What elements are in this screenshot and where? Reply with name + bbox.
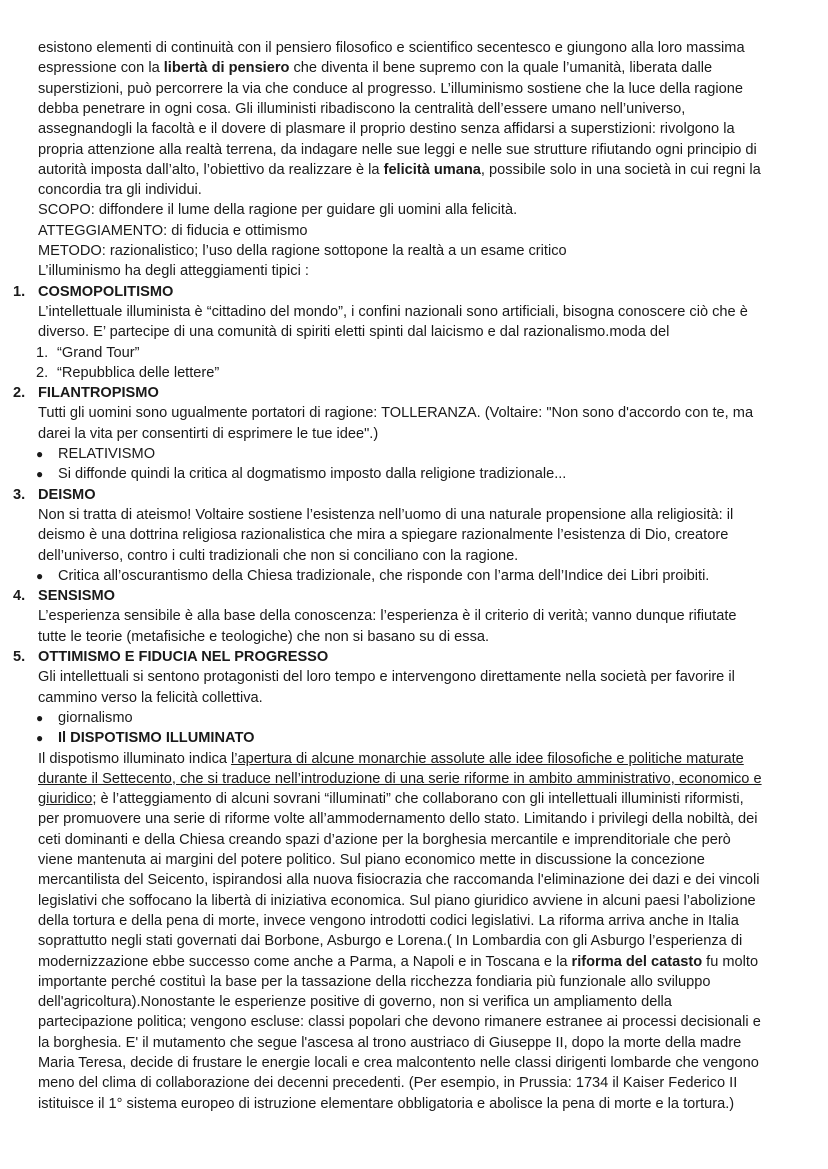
section-number: 5.: [13, 649, 26, 665]
text-run: ceti dominanti e della Chiesa creando spazi d’azione per la borghesia mercantile e imprenditoriale che però: [38, 831, 731, 848]
section-body-line: L’esperienza sensibile è alla base della conoscenza: l’esperienza è il criterio di verità; vanno dunque rifiutate: [38, 608, 737, 625]
text-line: [38, 911, 739, 931]
section-body-line: L’intellettuale illuminista è “cittadino del mondo”, i confini nazionali sono artificiali, bisogna conoscere ciò che è: [38, 303, 748, 320]
text-run: Maria Teresa, decide di frustare le energie locali e crea malcontento nelle classi dirigenti lombarde che vengono: [38, 1055, 759, 1071]
text-run: legislativi che soffocano la libertà di iniziativa economica. Sul piano giuridico avviene in alcuni paesi l’abolizione: [38, 892, 756, 909]
section-body-line: diverso. E’ partecipe di una comunità di spiriti eletti spinti dal laicismo e dal razionalismo.moda del: [38, 324, 670, 341]
bullet-text: RELATIVISMO: [58, 446, 156, 462]
section-number: 1.: [13, 283, 26, 300]
text-line: [38, 870, 760, 890]
text-line: [38, 891, 756, 911]
sub-item-text: “Grand Tour”: [57, 344, 140, 361]
text-run: superstizioni, può percorrere la via che conduce al progresso. L’illuminismo sostiene che la luce della ragione: [38, 80, 743, 97]
subsection-title: Il DISPOTISMO ILLUMINATO: [58, 730, 255, 747]
text-line: [38, 931, 742, 951]
text-run: della tortura e della pena di morte, invece vengono introdotti codici legislativi. La riforma arriva anche in Italia: [38, 912, 739, 929]
bold-emphasis: libertà di pensiero: [163, 60, 290, 77]
underlined-text: giuridico: [38, 791, 93, 808]
text-line: [38, 79, 743, 99]
bullet-icon: ●: [36, 467, 44, 482]
text-line: [38, 850, 705, 870]
section-title: OTTIMISMO E FIDUCIA NEL PROGRESSO: [38, 649, 329, 665]
section-body-line: cammino verso la felicità collettiva.: [38, 689, 263, 706]
text-run: dell'agricoltura).Nonostante le esperienze positive di governo, non si verifica un ampliamento della: [38, 994, 672, 1011]
text-line: [38, 1094, 734, 1114]
text-run: la borghesia. E' il mutamento che segue l'ascesa al trono austriaco di Giuseppe II, dopo la morte della madre: [38, 1034, 742, 1051]
text-line: [38, 789, 744, 809]
section-number: 3.: [13, 486, 26, 503]
bullet-icon: ●: [36, 710, 44, 725]
underlined-text: durante il Settecento, che si traduce nell’introduzione di una serie riforme in ambito amministrativo, economico e: [38, 770, 762, 787]
text-run: esistono elementi di continuità con il pensiero filosofico e scientifico secentesco e giungono alla loro massima: [38, 40, 745, 56]
text-line: [38, 830, 731, 850]
section-body-line: dell’universo, contro i culti tradizionali che non si conciliano con la ragione.: [38, 547, 519, 564]
text-run: espressione con la: [38, 60, 164, 77]
text-run: Il dispotismo illuminato indica: [38, 750, 232, 767]
text-line: [38, 140, 757, 160]
section-body-line: deismo è una dottrina religiosa razionalistica che mira a spiegare razionalmente l’esistenza di Dio, creatore: [38, 527, 729, 544]
text-run: meno del clima di collaborazione dei decenni precedenti. (Per esempio, in Prussia: 1734 il Kaiser Federico II: [38, 1075, 738, 1092]
text-line: [38, 952, 758, 972]
bold-emphasis: riforma del catasto: [571, 953, 703, 970]
section-number: 4.: [13, 588, 26, 605]
section-title: DEISMO: [38, 486, 96, 503]
text-run: modernizzazione ebbe successo come anche a Parma, a Napoli e in Toscana e la: [38, 953, 572, 970]
section-body-line: tutte le teorie (metafisiche e teologiche) che non si basano su di essa.: [38, 628, 490, 645]
text-line: [38, 1073, 737, 1093]
text-line: [38, 972, 711, 992]
text-line: [38, 99, 685, 119]
sub-item-number: 2.: [36, 364, 49, 381]
text-run: mercantilista del Seicento, ispirandosi alla nuova fisiocrazia che raccomanda l'eliminazione dei dazi e dei vincoli: [38, 872, 760, 889]
text-run: partecipazione politica; vengono escluse: classi popolari che devono rimanere estranee ai processi decisionali e: [38, 1014, 761, 1031]
bullet-text: Critica all’oscurantismo della Chiesa tradizionale, che risponde con l’arma dell’Indice dei Libri proibiti.: [58, 567, 710, 584]
intro-scopo: SCOPO: diffondere il lume della ragione per guidare gli uomini alla felicità.: [38, 202, 518, 219]
section-body-line: darei la vita per consentirti di esprimere le tue idee".): [38, 425, 379, 442]
underlined-text: l’apertura di alcune monarchie assolute alle idee filosofiche e politiche maturate: [231, 750, 744, 767]
sub-item-number: 1.: [36, 344, 49, 361]
section-title: SENSISMO: [38, 588, 116, 605]
section-body-line: Gli intellettuali si sentono protagonisti del loro tempo e intervengono direttamente nella società per favorire il: [38, 669, 735, 686]
sub-item-text: “Repubblica delle lettere”: [57, 364, 220, 381]
text-run: autorità imposta dall’alto, l’obiettivo da realizzare è la: [38, 161, 384, 178]
intro-lead: L’illuminismo ha degli atteggiamenti tipici :: [38, 263, 309, 280]
text-run: debba penetrare in ogni cosa. Gli illuministi ribadiscono la centralità dell’essere umano nell’universo,: [38, 100, 686, 117]
bold-emphasis: felicità umana: [383, 161, 481, 178]
text-line: [38, 1033, 741, 1053]
text-line: [38, 1053, 759, 1073]
section-body-line: Tutti gli uomini sono ugualmente portatori di ragione: TOLLERANZA. (Voltaire: "Non sono d'accordo con te, ma: [38, 405, 754, 422]
bullet-text: Si diffonde quindi la critica al dogmatismo imposto dalla religione tradizionale...: [58, 466, 567, 483]
text-line: [38, 119, 735, 139]
text-line: [38, 160, 761, 180]
text-line: [38, 992, 672, 1012]
text-line: [38, 1012, 761, 1032]
text-line: [38, 749, 744, 769]
text-run: , possibile solo in una società in cui regni la: [480, 161, 761, 178]
bullet-icon: ●: [36, 731, 44, 746]
text-run: importante perché costituì la base per la tassazione della ricchezza fondiaria più funzionale allo sviluppo: [38, 973, 711, 990]
text-line: [38, 809, 758, 829]
text-run: propria attenzione alla realtà terrena, da indagare nelle sue leggi e nelle sue strutture rifiutando ogni principio di: [38, 141, 757, 158]
bullet-icon: ●: [36, 568, 44, 583]
section-title: FILANTROPISMO: [38, 385, 159, 402]
text-line: [38, 58, 712, 78]
intro-atteggiamento: ATTEGGIAMENTO: di fiducia e ottimismo: [38, 222, 308, 239]
bullet-text: giornalismo: [58, 709, 133, 726]
text-line: [38, 769, 762, 789]
bullet-icon: ●: [36, 447, 44, 461]
text-run: assegnandogli la facoltà e il dovere di plasmare il proprio destino senza affidarsi a superstizioni: rivolgono la: [38, 121, 735, 138]
section-number: 2.: [13, 385, 26, 402]
text-run: ; è l’atteggiamento di alcuni sovrani “illuminati” che collaborano con gli intellettuali illuministi riformisti,: [92, 791, 744, 808]
text-line: [38, 180, 202, 200]
text-run: istituisce il 1° sistema europeo di istruzione elementare obbligatoria e abolisce la pena di morte e la tortura.): [38, 1095, 735, 1112]
text-line: [38, 38, 745, 58]
text-run: concordia tra gli individui.: [38, 182, 202, 199]
text-run: che diventa il bene supremo con la quale l’umanità, liberata dalle: [289, 60, 713, 77]
section-body-line: Non si tratta di ateismo! Voltaire sostiene l’esistenza nell’uomo di una naturale propensione alla religiosità: il: [38, 506, 734, 523]
text-run: per promuovere una serie di riforme volte all’ammodernamento dello stato. Limitando i privilegi della nobiltà, dei: [38, 811, 758, 828]
section-title: COSMOPOLITISMO: [38, 283, 174, 300]
text-run: viene mantenuta ai margini del potere politico. Sul piano economico mette in discussione la concezione: [38, 852, 705, 868]
intro-metodo: METODO: razionalistico; l’uso della ragione sottopone la realtà a un esame critico: [38, 243, 567, 259]
text-run: fu molto: [702, 953, 759, 970]
text-run: soprattutto negli stati governati dai Borbone, Asburgo e Lorena.( In Lombardia con gli Asburgo l’esperienza di: [38, 933, 743, 950]
